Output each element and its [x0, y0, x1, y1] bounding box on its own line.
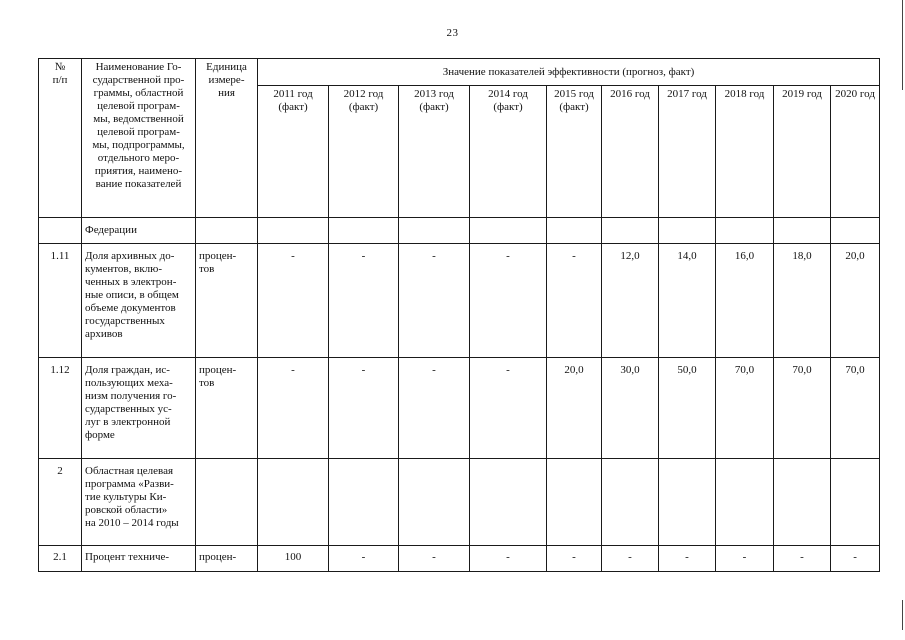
row-value: [547, 459, 602, 546]
row-name: Процент техниче-: [82, 546, 196, 572]
row-value: -: [399, 546, 470, 572]
row-value: [258, 459, 329, 546]
scan-edge-mark: [902, 600, 903, 630]
header-row-1: [39, 59, 880, 86]
row-value: -: [547, 546, 602, 572]
row-unit: [196, 218, 258, 244]
row-value: [659, 218, 716, 244]
page-number: 23: [446, 27, 459, 39]
row-value: -: [399, 244, 470, 358]
row-value: 50,0: [659, 358, 716, 459]
row-value: 70,0: [831, 358, 880, 459]
row-value: [774, 459, 831, 546]
row-value: [602, 459, 659, 546]
row-value: 70,0: [774, 358, 831, 459]
row-value: 16,0: [716, 244, 774, 358]
row-value: [602, 218, 659, 244]
row-unit: [196, 459, 258, 546]
header-unit: Единица измере- ния: [196, 59, 258, 218]
row-value: [399, 459, 470, 546]
row-num: 1.11: [39, 244, 82, 358]
header-year: 2013 год (факт): [399, 86, 470, 218]
header-name: Наименование Го- сударственной про- граммы, областной целевой програм- мы, ведомственной целевой програм- мы, подпрограммы, отдельного меро- приятия, наимено- вание показателей: [82, 59, 196, 218]
row-value: [470, 218, 547, 244]
scan-edge: [900, 0, 905, 640]
header-year: 2014 год (факт): [470, 86, 547, 218]
row-value: -: [258, 244, 329, 358]
row-value: [258, 218, 329, 244]
row-value: 14,0: [659, 244, 716, 358]
row-value: [329, 218, 399, 244]
row-value: -: [329, 358, 399, 459]
row-value: [399, 218, 470, 244]
row-value: [831, 218, 880, 244]
header-year: 2015 год (факт): [547, 86, 602, 218]
row-name: Доля граждан, ис- пользующих меха- низм получения го- сударственных ус- луг в электронной форме: [82, 358, 196, 459]
header-year: 2012 год (факт): [329, 86, 399, 218]
row-value: 70,0: [716, 358, 774, 459]
header-year: 2011 год (факт): [258, 86, 329, 218]
row-name: Областная целевая программа «Разви- тие культуры Ки- ровской области» на 2010 – 2014 годы: [82, 459, 196, 546]
row-value: -: [774, 546, 831, 572]
table-row: [39, 218, 880, 244]
row-num: [39, 218, 82, 244]
row-value: 12,0: [602, 244, 659, 358]
header-year: 2016 год: [602, 86, 659, 218]
row-value: -: [659, 546, 716, 572]
row-value: -: [258, 358, 329, 459]
row-value: [470, 459, 547, 546]
header-year: 2017 год: [659, 86, 716, 218]
row-value: -: [547, 244, 602, 358]
row-value: [329, 459, 399, 546]
row-unit: процен-: [196, 546, 258, 572]
row-value: -: [329, 244, 399, 358]
row-value: [659, 459, 716, 546]
header-num: № п/п: [39, 59, 82, 218]
row-unit: процен- тов: [196, 358, 258, 459]
row-name: Доля архивных до- кументов, вклю- ченных в электрон- ные описи, в общем объеме документов государственных архивов: [82, 244, 196, 358]
row-value: -: [470, 358, 547, 459]
row-value: [716, 218, 774, 244]
table-row: [39, 546, 880, 572]
row-value: [716, 459, 774, 546]
row-num: 2: [39, 459, 82, 546]
header-year: 2019 год: [774, 86, 831, 218]
row-num: 1.12: [39, 358, 82, 459]
row-value: 20,0: [831, 244, 880, 358]
row-value: 30,0: [602, 358, 659, 459]
header-year: 2018 год: [716, 86, 774, 218]
row-value: 18,0: [774, 244, 831, 358]
row-value: -: [470, 546, 547, 572]
row-value: [774, 218, 831, 244]
row-num: 2.1: [39, 546, 82, 572]
table-row: [39, 358, 880, 459]
row-value: -: [329, 546, 399, 572]
row-name: Федерации: [82, 218, 196, 244]
row-value: -: [716, 546, 774, 572]
scan-edge-mark: [902, 0, 903, 90]
header-values-group: Значение показателей эффективности (прогноз, факт): [258, 59, 880, 86]
row-value: 20,0: [547, 358, 602, 459]
row-value: 100: [258, 546, 329, 572]
row-value: [547, 218, 602, 244]
row-value: -: [602, 546, 659, 572]
row-value: -: [399, 358, 470, 459]
row-value: -: [470, 244, 547, 358]
row-unit: процен- тов: [196, 244, 258, 358]
table-row: [39, 459, 880, 546]
header-year: 2020 год: [831, 86, 880, 218]
table-row: [39, 244, 880, 358]
row-value: [831, 459, 880, 546]
indicators-table: [38, 58, 880, 572]
row-value: -: [831, 546, 880, 572]
